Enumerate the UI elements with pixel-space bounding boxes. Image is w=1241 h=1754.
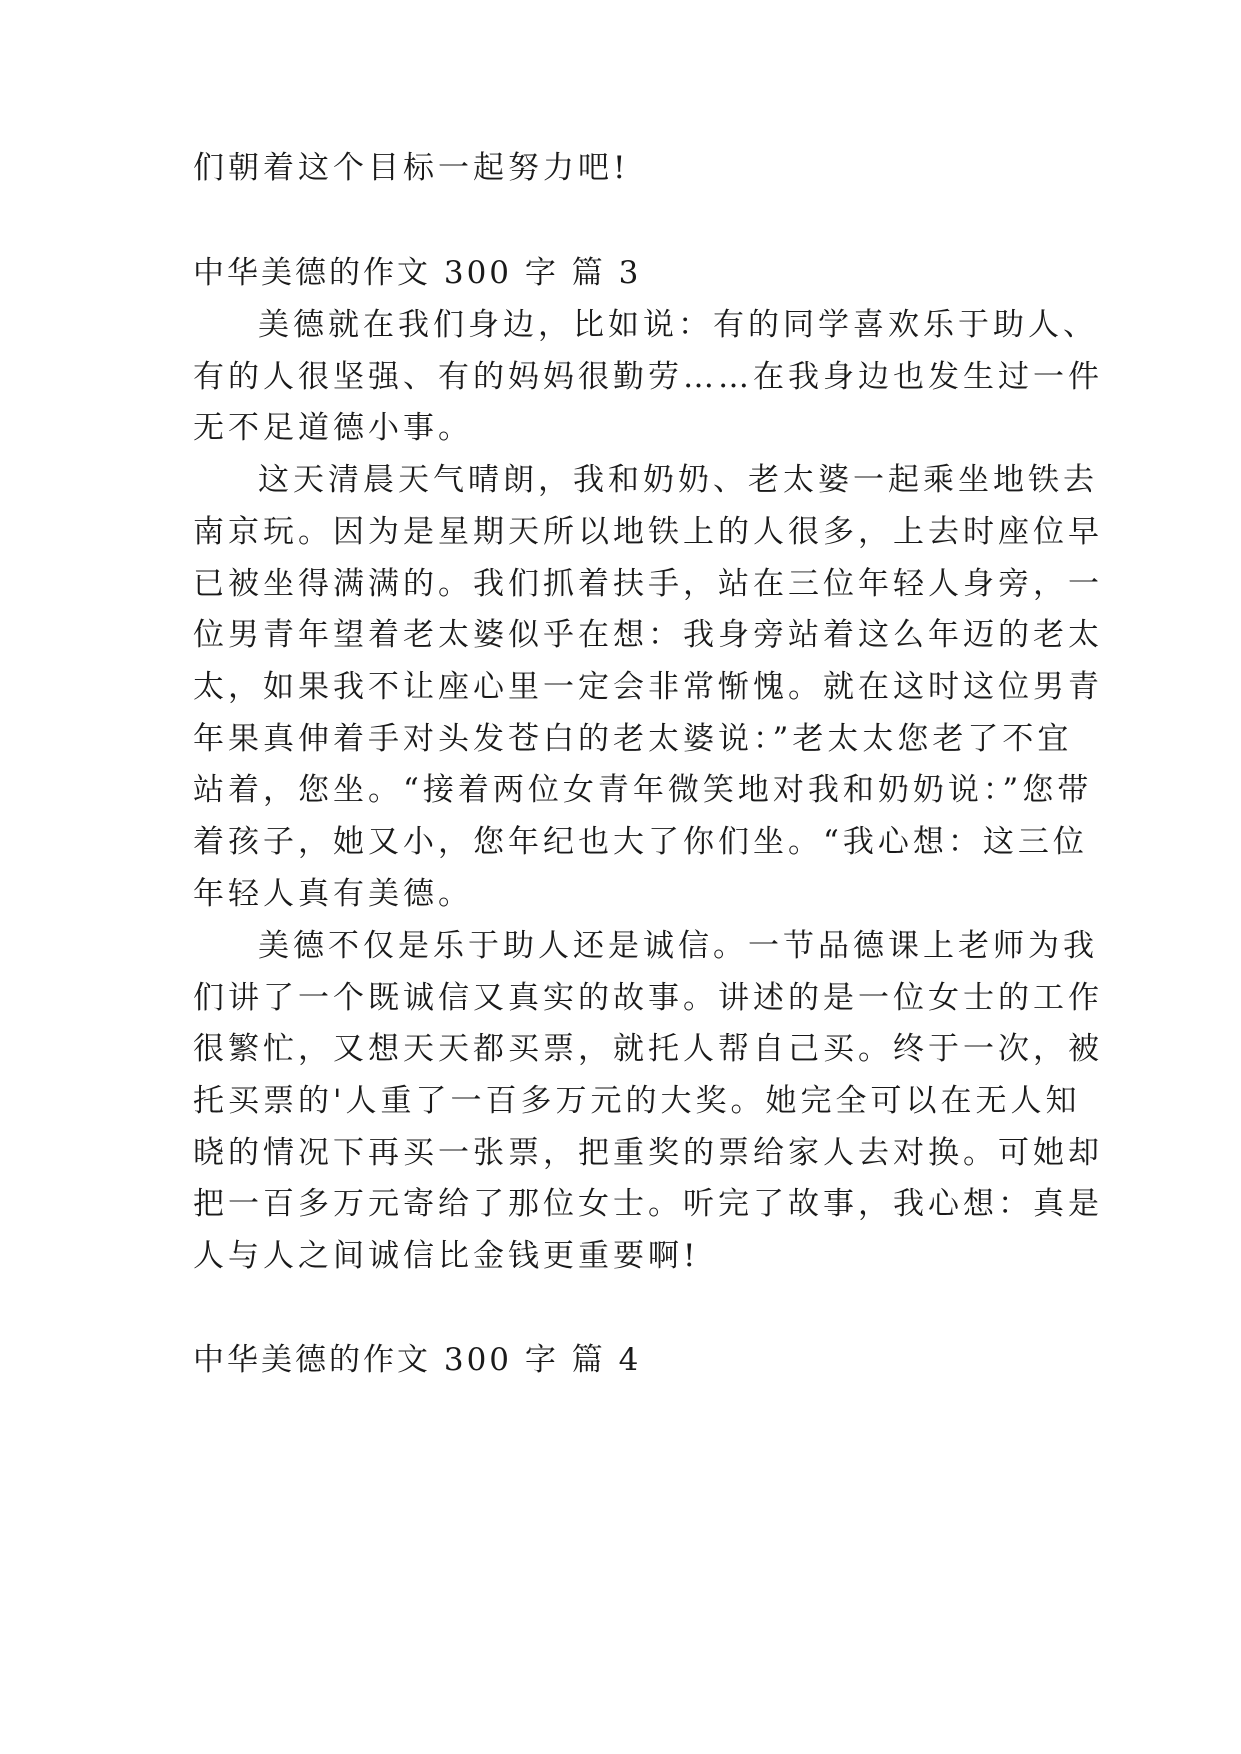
- paragraph-2-line-3: 已被坐得满满的。我们抓着扶手，站在三位年轻人身旁，一: [193, 566, 1103, 602]
- paragraph-2-line-2: 南京玩。因为是星期天所以地铁上的人很多，上去时座位早: [193, 514, 1103, 550]
- section-3-heading: 中华美德的作文 300 字 篇 3: [193, 255, 642, 291]
- paragraph-2-line-4: 位男青年望着老太婆似乎在想：我身旁站着这么年迈的老太: [193, 617, 1103, 653]
- paragraph-3-line-3: 很繁忙，又想天天都买票，就托人帮自己买。终于一次，被: [193, 1031, 1103, 1067]
- paragraph-3-line-4: 托买票的'人重了一百多万元的大奖。她完全可以在无人知: [193, 1083, 1081, 1119]
- paragraph-3-line-1: 美德不仅是乐于助人还是诚信。一节品德课上老师为我: [258, 928, 1098, 964]
- paragraph-1-line-3: 无不足道德小事。: [193, 410, 473, 446]
- paragraph-2-line-8: 着孩子，她又小，您年纪也大了你们坐。“我心想：这三位: [193, 824, 1088, 860]
- paragraph-3-line-7: 人与人之间诚信比金钱更重要啊!: [193, 1238, 700, 1274]
- paragraph-3-line-5: 晓的情况下再买一张票，把重奖的票给家人去对换。可她却: [193, 1135, 1103, 1171]
- paragraph-2-line-5: 太，如果我不让座心里一定会非常惭愧。就在这时这位男青: [193, 669, 1103, 705]
- paragraph-3-line-6: 把一百多万元寄给了那位女士。听完了故事，我心想：真是: [193, 1186, 1103, 1222]
- paragraph-2-line-6: 年果真伸着手对头发苍白的老太婆说：”老太太您老了不宜: [193, 721, 1073, 757]
- intro-tail-line: 们朝着这个目标一起努力吧!: [193, 150, 630, 186]
- section-4-heading: 中华美德的作文 300 字 篇 4: [193, 1342, 642, 1378]
- paragraph-2-line-9: 年轻人真有美德。: [193, 876, 473, 912]
- paragraph-2-line-7: 站着，您坐。“接着两位女青年微笑地对我和奶奶说：”您带: [193, 772, 1093, 808]
- paragraph-1-line-2: 有的人很坚强、有的妈妈很勤劳……在我身边也发生过一件: [193, 359, 1103, 395]
- paragraph-2-line-1: 这天清晨天气晴朗，我和奶奶、老太婆一起乘坐地铁去: [258, 462, 1098, 498]
- paragraph-1-line-1: 美德就在我们身边，比如说：有的同学喜欢乐于助人、: [258, 307, 1098, 343]
- paragraph-3-line-2: 们讲了一个既诚信又真实的故事。讲述的是一位女士的工作: [193, 980, 1103, 1016]
